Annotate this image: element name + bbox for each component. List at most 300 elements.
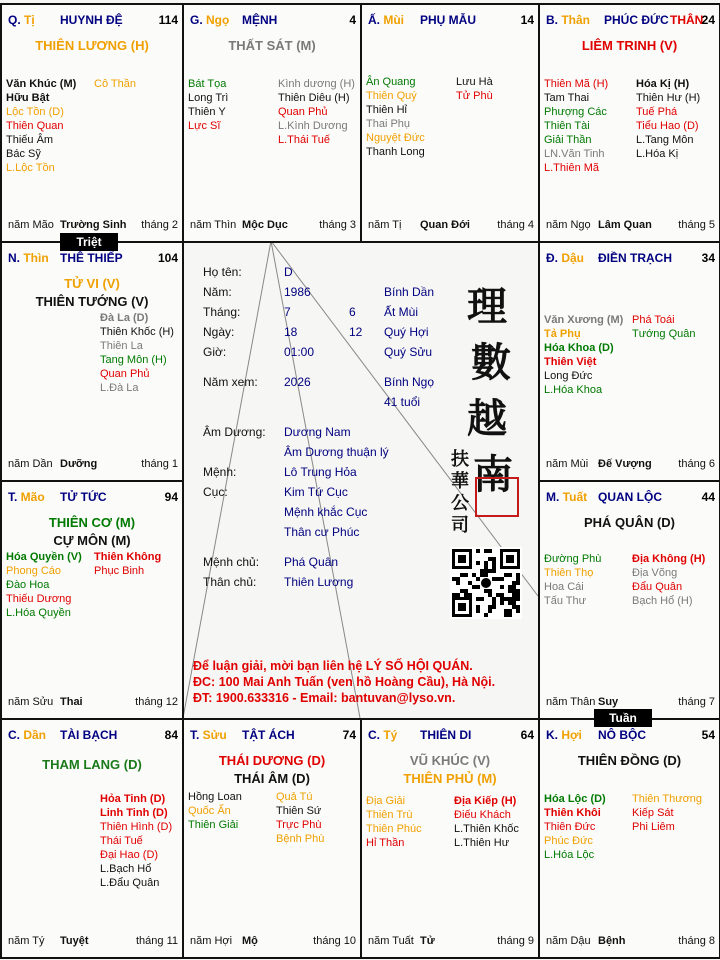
branch-label xyxy=(546,251,584,265)
minor-star: Linh Tinh (D) xyxy=(100,807,168,819)
branch-label xyxy=(8,13,35,27)
calligraphy-small-char: 扶 xyxy=(451,449,469,470)
month-label: tháng 7 xyxy=(678,696,715,708)
menhchu-value: Phá Quân xyxy=(284,555,339,569)
year-label: năm Thân xyxy=(546,696,596,708)
cuc-value-3: Thân cư Phúc xyxy=(284,525,360,539)
menh-value: Lô Trung Hỏa xyxy=(284,465,357,479)
minor-star: Thanh Long xyxy=(366,146,425,158)
palace-header xyxy=(8,490,178,504)
main-star: THIÊN TƯỚNG (V) xyxy=(35,294,149,309)
branch-stem: K. xyxy=(546,728,562,742)
minor-star: Thiếu Dương xyxy=(6,593,72,605)
minor-stars-right xyxy=(632,792,702,834)
minor-star: Hóa Kị (H) xyxy=(636,78,690,90)
branch-name: Dần xyxy=(23,728,47,742)
palace-suu xyxy=(182,718,362,959)
life-stage: Trường Sinh xyxy=(60,219,127,231)
minor-star: Phục Binh xyxy=(94,565,145,577)
year-label: năm Dần xyxy=(8,458,53,470)
life-stage: Dưỡng xyxy=(60,458,98,470)
minor-star: Hỉ Thần xyxy=(366,837,405,849)
main-star: THẤT SÁT (M) xyxy=(228,38,316,53)
qr-code[interactable] xyxy=(450,547,522,619)
calligraphy-char: 南 xyxy=(473,451,513,498)
palace-footer xyxy=(368,935,534,949)
palace-ngo xyxy=(182,3,362,243)
branch-label xyxy=(8,251,49,265)
minor-star: Văn Khúc (M) xyxy=(6,78,77,90)
palace-than xyxy=(538,3,720,243)
main-star: THÁI ÂM (D) xyxy=(234,771,310,786)
nam-can: Bính Dần xyxy=(384,285,435,299)
life-stage: Tuyệt xyxy=(60,935,89,947)
branch-name: Mùi xyxy=(383,13,405,27)
main-star: THIÊN PHỦ (M) xyxy=(403,771,497,786)
main-stars xyxy=(6,37,178,55)
month-label: tháng 8 xyxy=(678,935,715,947)
minor-stars-left xyxy=(544,77,608,175)
life-stage: Mộ xyxy=(242,935,258,947)
palace-mui xyxy=(360,3,540,243)
minor-star: Phong Cáo xyxy=(6,565,62,577)
palace-number: 104 xyxy=(157,251,178,265)
branch-label xyxy=(8,728,46,742)
palace-footer xyxy=(8,219,178,233)
palace-name: TÀI BẠCH xyxy=(60,728,118,742)
minor-star: Tang Môn (H) xyxy=(100,354,167,366)
palace-number: 14 xyxy=(520,13,534,27)
minor-star: Phi Liêm xyxy=(632,821,675,833)
life-stage: Lâm Quan xyxy=(598,219,652,231)
palace-number: 24 xyxy=(701,13,715,27)
branch-stem: M. xyxy=(546,490,563,504)
month-label: tháng 2 xyxy=(141,219,178,231)
minor-stars-right xyxy=(278,77,355,147)
ngay-label: Ngày: xyxy=(203,325,235,339)
month-label: tháng 1 xyxy=(141,458,178,470)
branch-stem: T. xyxy=(190,728,203,742)
palace-header xyxy=(546,251,715,265)
month-label: tháng 4 xyxy=(497,219,534,231)
minor-star: L.Hóa Khoa xyxy=(544,384,603,396)
minor-star: Quốc Ấn xyxy=(188,805,231,817)
minor-star: Thiên Hư (H) xyxy=(636,92,701,104)
tuoi-value: 41 tuổi xyxy=(384,395,421,409)
minor-star: Thiên Hỉ xyxy=(366,104,407,116)
thanchu-value: Thiên Lương xyxy=(284,575,354,589)
minor-star: Bát Tọa xyxy=(188,78,227,90)
minor-stars-right xyxy=(94,550,161,578)
palace-name: NÔ BỘC xyxy=(598,728,646,742)
palace-name: TỬ TỨC xyxy=(60,490,107,504)
minor-star: Địa Kiếp (H) xyxy=(454,795,517,807)
month-label: tháng 9 xyxy=(497,935,534,947)
main-star: TỬ VI (V) xyxy=(64,276,120,291)
amduong-value-2: Âm Dương thuận lý xyxy=(284,445,389,459)
minor-stars-right xyxy=(632,313,696,341)
minor-stars-left xyxy=(544,792,606,862)
calligraphy-small-char: 公 xyxy=(451,493,469,514)
amduong-label: Âm Dương: xyxy=(203,425,266,439)
minor-star: Thiên La xyxy=(100,340,143,352)
palace-name: HUYNH ĐỆ xyxy=(60,13,123,27)
branch-stem: C. xyxy=(8,728,24,742)
palace-dan xyxy=(0,718,184,959)
palace-header xyxy=(8,728,178,742)
branch-name: Sửu xyxy=(202,728,227,742)
minor-star: Thiên Thọ xyxy=(544,567,594,579)
ngay-am: 12 xyxy=(349,325,363,339)
minor-stars-left xyxy=(188,790,242,832)
palace-name: PHỤ MẪU xyxy=(420,13,476,27)
minor-star: Lưu Hà xyxy=(456,76,493,88)
year-label: năm Hợi xyxy=(190,935,233,947)
life-stage: Tử xyxy=(420,935,435,947)
minor-star: L.Lộc Tồn xyxy=(6,162,55,174)
minor-star: Lộc Tồn (D) xyxy=(6,106,64,118)
minor-star: Thai Phụ xyxy=(366,118,411,130)
thang-can: Ất Mùi xyxy=(384,305,419,319)
main-stars xyxy=(544,37,715,55)
palace-name: MỆNH xyxy=(242,13,278,27)
minor-star: Thiên Không xyxy=(94,551,162,563)
minor-star: Địa Giải xyxy=(366,795,406,807)
namxem-value: 2026 xyxy=(284,375,311,389)
palace-ty xyxy=(360,718,540,959)
tuan-tag: Tuần xyxy=(594,709,652,727)
month-label: tháng 11 xyxy=(135,935,178,947)
than-marker: THÂN xyxy=(670,13,704,27)
minor-star: Đường Phù xyxy=(544,553,602,565)
branch-name: Mão xyxy=(20,490,45,504)
branch-name: Thìn xyxy=(23,251,49,265)
branch-name: Tý xyxy=(383,728,398,742)
calligraphy-char: 理 xyxy=(467,283,507,330)
month-label: tháng 5 xyxy=(678,219,715,231)
main-star: VŨ KHÚC (V) xyxy=(409,753,491,768)
year-label: năm Sửu xyxy=(8,696,54,708)
palace-header xyxy=(190,728,356,742)
minor-star: L.Hóa Quyền xyxy=(6,607,71,619)
palace-number: 74 xyxy=(342,728,356,742)
main-stars xyxy=(544,752,715,770)
minor-star: L.Thiên Mã xyxy=(544,162,600,174)
minor-star: L.Hóa Lộc xyxy=(544,849,595,861)
month-label: tháng 6 xyxy=(678,458,715,470)
minor-star: Nguyệt Đức xyxy=(366,132,425,144)
palace-header xyxy=(546,728,715,742)
minor-star: L.Thiên Khốc xyxy=(454,823,519,835)
minor-stars-right xyxy=(636,77,700,161)
minor-star: L.Đà La xyxy=(100,382,139,394)
minor-star: Tuế Phá xyxy=(636,106,678,118)
gio-value: 01:00 xyxy=(284,345,315,359)
life-stage: Quan Đới xyxy=(420,219,470,231)
year-label: năm Tị xyxy=(368,219,402,231)
minor-star: Địa Võng xyxy=(632,567,678,579)
minor-star: Hóa Khoa (D) xyxy=(544,342,614,354)
nam-value: 1986 xyxy=(284,285,311,299)
main-star: THIÊN CƠ (M) xyxy=(48,515,136,530)
minor-star: Giải Thần xyxy=(544,134,592,146)
month-label: tháng 3 xyxy=(319,219,356,231)
minor-star: Thiên Khốc (H) xyxy=(100,326,174,338)
branch-stem: Q. xyxy=(8,13,25,27)
minor-stars-left xyxy=(366,75,425,159)
minor-star: Thiên Khôi xyxy=(544,807,601,819)
minor-stars-left xyxy=(188,77,228,133)
thang-value: 7 xyxy=(284,305,291,319)
palace-name: ĐIỀN TRẠCH xyxy=(598,251,672,265)
palace-name: THIÊN DI xyxy=(420,728,472,742)
minor-star: Văn Xương (M) xyxy=(544,314,624,326)
minor-star: Thiên Giải xyxy=(188,819,239,831)
branch-label xyxy=(190,728,227,742)
palace-number: 84 xyxy=(164,728,178,742)
branch-label xyxy=(546,490,587,504)
palace-number: 94 xyxy=(164,490,178,504)
minor-star: Tử Phù xyxy=(456,90,493,102)
life-stage: Đế Vượng xyxy=(598,458,652,470)
palace-mao xyxy=(0,480,184,720)
branch-name: Thân xyxy=(561,13,591,27)
nam-label: Năm: xyxy=(203,285,232,299)
palace-dau xyxy=(538,241,720,482)
minor-star: Thiên Tài xyxy=(544,120,590,132)
minor-star: Hoa Cái xyxy=(544,581,584,593)
year-label: năm Mùi xyxy=(546,458,589,470)
main-stars xyxy=(544,514,715,532)
branch-name: Dậu xyxy=(561,251,585,265)
palace-number: 44 xyxy=(701,490,715,504)
palace-thin xyxy=(0,241,184,482)
branch-label xyxy=(368,728,397,742)
minor-stars-left xyxy=(366,794,422,850)
minor-stars-right xyxy=(632,552,705,608)
minor-star: Tiểu Hao (D) xyxy=(636,120,699,132)
palace-footer xyxy=(190,219,356,233)
thanchu-label: Thân chủ: xyxy=(203,575,257,589)
minor-star: L.Đẩu Quân xyxy=(100,877,160,889)
year-label: năm Thìn xyxy=(190,219,237,231)
branch-stem: B. xyxy=(546,13,562,27)
palace-header xyxy=(190,13,356,27)
main-stars xyxy=(188,37,356,55)
minor-stars-left xyxy=(6,77,76,175)
main-star: THAM LANG (D) xyxy=(42,757,142,772)
year-label: năm Tý xyxy=(8,935,45,947)
minor-star: Kình dương (H) xyxy=(278,78,355,90)
branch-label xyxy=(546,728,582,742)
minor-stars-right xyxy=(454,794,519,850)
contact-line: ĐC: 100 Mai Anh Tuấn (ven hồ Hoàng Cầu), Hà Nội. xyxy=(193,675,496,689)
minor-star: Bệnh Phù xyxy=(276,833,325,845)
branch-name: Tị xyxy=(24,13,35,27)
branch-stem: T. xyxy=(8,490,21,504)
thang-label: Tháng: xyxy=(203,305,241,319)
main-stars xyxy=(366,752,534,788)
palace-number: 34 xyxy=(701,251,715,265)
minor-star: Điếu Khách xyxy=(454,809,511,821)
cuc-value-2: Mệnh khắc Cục xyxy=(284,505,368,519)
namxem-can: Bính Ngọ xyxy=(384,375,435,389)
minor-star: Thiếu Âm xyxy=(6,134,54,146)
branch-stem: Đ. xyxy=(546,251,562,265)
branch-label xyxy=(368,13,404,27)
palace-header xyxy=(8,13,178,27)
minor-star: Thái Tuế xyxy=(100,835,143,847)
minor-star: Bác Sỹ xyxy=(6,148,41,160)
minor-star: Thiên Phúc xyxy=(366,823,422,835)
life-stage: Thai xyxy=(60,696,83,708)
minor-star: Hỏa Tinh (D) xyxy=(100,793,166,805)
palace-footer xyxy=(546,458,715,472)
minor-star: Long Trì xyxy=(188,92,229,104)
minor-stars-left xyxy=(544,313,623,397)
palace-ti xyxy=(0,3,184,243)
branch-stem: C. xyxy=(368,728,384,742)
minor-star: Thiên Quan xyxy=(6,120,64,132)
year-label: năm Ngọ xyxy=(546,219,591,231)
minor-stars-right xyxy=(100,792,172,890)
minor-star: Bạch Hổ (H) xyxy=(632,595,693,607)
palace-number: 64 xyxy=(520,728,534,742)
minor-star: Kiếp Sát xyxy=(632,807,674,819)
minor-star: Đà La (D) xyxy=(100,312,149,324)
minor-star: Tam Thai xyxy=(544,92,590,104)
palace-header xyxy=(8,251,178,265)
life-stage: Suy xyxy=(598,696,619,708)
branch-label xyxy=(8,490,45,504)
minor-star: Thiên Đức xyxy=(544,821,596,833)
minor-stars-left xyxy=(6,550,82,620)
palace-header xyxy=(368,13,534,27)
palace-name: QUAN LỘC xyxy=(598,490,662,504)
minor-star: Ân Quang xyxy=(366,76,416,88)
minor-star: Đẩu Quân xyxy=(632,581,683,593)
minor-star: Hữu Bật xyxy=(6,92,50,104)
palace-header xyxy=(546,490,715,504)
cuc-value: Kim Tứ Cục xyxy=(284,485,348,499)
minor-star: Hồng Loan xyxy=(188,791,242,803)
minor-star: Phúc Đức xyxy=(544,835,593,847)
minor-star: Đại Hao (D) xyxy=(100,849,159,861)
palace-name: TẬT ÁCH xyxy=(242,728,295,742)
palace-footer xyxy=(8,935,178,949)
triet-tag: Triệt xyxy=(60,233,118,251)
minor-star: Cô Thần xyxy=(94,78,136,90)
main-stars xyxy=(188,752,356,788)
minor-stars-right xyxy=(276,790,324,846)
palace-header xyxy=(546,13,715,27)
minor-star: Quan Phủ xyxy=(100,368,150,380)
main-stars xyxy=(6,756,178,774)
cuc-label: Cục: xyxy=(203,485,228,499)
palace-footer xyxy=(190,935,356,949)
minor-star: Quan Phủ xyxy=(278,106,328,118)
palace-name: PHÚC ĐỨC xyxy=(604,13,669,27)
ho-ten-label: Họ tên: xyxy=(203,265,242,279)
menh-label: Mệnh: xyxy=(203,465,237,479)
branch-stem: Ấ. xyxy=(368,13,384,27)
ho-ten-value: D xyxy=(284,265,293,279)
branch-name: Tuất xyxy=(562,490,588,504)
main-star: THÁI DƯƠNG (D) xyxy=(218,753,326,768)
minor-stars-right xyxy=(100,311,174,395)
contact-line: ĐT: 1900.633316 - Email: bantuvan@lyso.vn. xyxy=(193,691,456,705)
month-label: tháng 10 xyxy=(313,935,356,947)
menhchu-label: Mệnh chủ: xyxy=(203,555,260,569)
ngay-can: Quý Hợi xyxy=(384,325,429,339)
minor-star: Thiên Trù xyxy=(366,809,413,821)
year-label: năm Dậu xyxy=(546,935,591,947)
minor-star: Thiên Hình (D) xyxy=(100,821,173,833)
minor-star: Tấu Thư xyxy=(544,595,587,607)
minor-star: Thiên Diêu (H) xyxy=(278,92,350,104)
minor-stars-left xyxy=(544,552,601,608)
branch-name: Ngọ xyxy=(206,13,230,27)
palace-footer xyxy=(546,219,715,233)
main-star: LIÊM TRINH (V) xyxy=(581,38,678,53)
minor-star: Địa Không (H) xyxy=(632,553,706,565)
minor-star: L.Thái Tuế xyxy=(278,134,330,146)
minor-star: Đào Hoa xyxy=(6,579,50,591)
minor-star: Quả Tú xyxy=(276,791,313,803)
palace-footer xyxy=(368,219,534,233)
minor-star: Trực Phù xyxy=(276,819,322,831)
year-label: năm Tuất xyxy=(368,935,414,947)
calligraphy-small-char: 司 xyxy=(451,515,469,536)
palace-footer xyxy=(546,696,715,710)
minor-star: L.Tang Môn xyxy=(636,134,694,146)
main-stars xyxy=(6,275,178,311)
minor-star: L.Bạch Hổ xyxy=(100,863,152,875)
palace-footer xyxy=(546,935,715,949)
minor-star: Thiên Thương xyxy=(632,793,703,805)
minor-star: Phá Toái xyxy=(632,314,675,326)
minor-star: Thiên Sứ xyxy=(276,805,322,817)
gio-label: Giờ: xyxy=(203,345,227,359)
life-stage: Bệnh xyxy=(598,935,626,947)
minor-star: L.Thiên Hư xyxy=(454,837,510,849)
palace-hoi xyxy=(538,718,720,959)
minor-star: Tả Phụ xyxy=(544,328,581,340)
main-star: THIÊN ĐỒNG (D) xyxy=(577,753,682,768)
palace-number: 114 xyxy=(158,13,178,27)
palace-header xyxy=(368,728,534,742)
palace-number: 4 xyxy=(349,13,356,27)
calligraphy-char: 數 xyxy=(471,339,511,386)
contact-line: Để luận giải, mời bạn liên hệ LÝ SỐ HỘI QUÁN. xyxy=(193,659,473,673)
minor-star: Phượng Các xyxy=(544,106,607,118)
main-stars xyxy=(6,514,178,550)
life-stage: Mộc Dục xyxy=(242,219,288,231)
branch-name: Hợi xyxy=(561,728,582,742)
branch-stem: N. xyxy=(8,251,24,265)
red-seal xyxy=(475,477,519,517)
amduong-value: Dương Nam xyxy=(284,425,351,439)
main-star: CỰ MÔN (M) xyxy=(53,533,131,548)
minor-star: L.Kình Dương xyxy=(278,120,348,132)
branch-label xyxy=(546,13,590,27)
year-label: năm Mão xyxy=(8,219,54,231)
minor-star: Thiên Mã (H) xyxy=(544,78,609,90)
gio-can: Quý Sửu xyxy=(384,345,433,359)
minor-star: Thiên Việt xyxy=(544,356,597,368)
minor-star: Thiên Quý xyxy=(366,90,417,102)
minor-star: Thiên Y xyxy=(188,106,226,118)
